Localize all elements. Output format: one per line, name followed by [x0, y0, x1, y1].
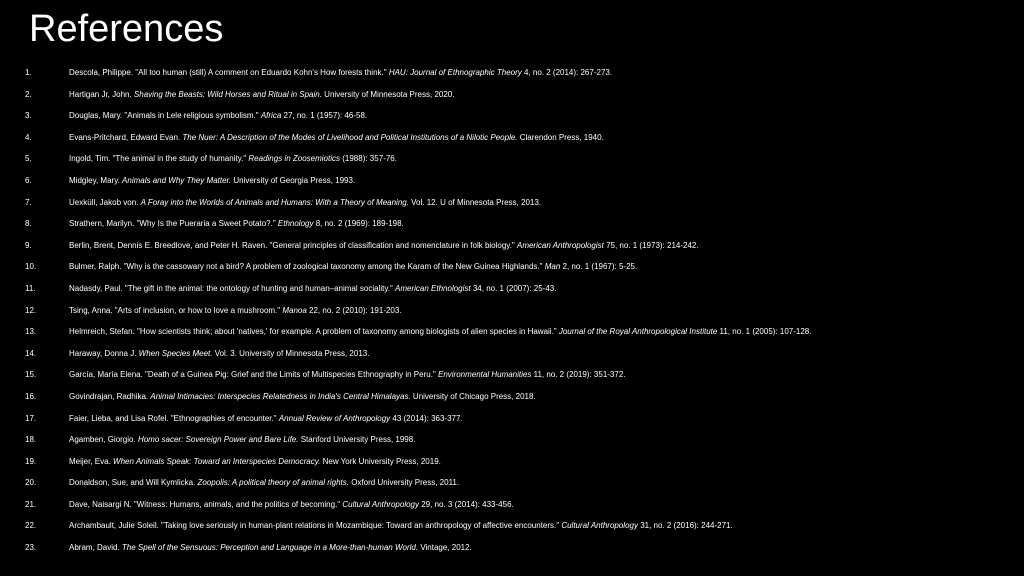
reference-citation	[69, 519, 1019, 533]
reference-number: 20.	[25, 478, 37, 488]
citation-italic-title: Journal of the Royal Anthropological Institute	[558, 327, 718, 337]
reference-item	[0, 498, 1024, 520]
citation-italic-title: HAU: Journal of Ethnographic Theory	[388, 68, 522, 77]
citation-text-before: Strathern, Marilyn. "Why Is the Pueraria a Sweet Potato?."	[69, 219, 278, 229]
citation-text-after: 11, no. 1 (2005): 107-128.	[717, 327, 812, 337]
citation-italic-title: Environmental Humanities	[437, 370, 532, 380]
reference-number: 23.	[25, 543, 37, 553]
citation-text-after: Vintage, 2012.	[418, 543, 472, 553]
citation-text-before: Evans-Pritchard, Edward Evan.	[69, 132, 183, 142]
reference-item	[0, 304, 1024, 326]
citation-text-after: 27, no. 1 (1957): 46-58.	[281, 111, 368, 121]
citation-italic-title: Animals and Why They Matter.	[122, 175, 232, 185]
reference-citation	[69, 347, 1019, 361]
reference-number: 21.	[25, 499, 37, 509]
citation-text-before: Midgley, Mary.	[69, 175, 123, 185]
reference-number: 15.	[25, 370, 37, 380]
reference-number: 3.	[25, 111, 32, 121]
citation-italic-title: American Anthropologist	[516, 240, 604, 250]
reference-item	[0, 196, 1024, 218]
reference-number: 4.	[25, 132, 32, 142]
citation-text-after: (1988): 357-76.	[340, 154, 397, 164]
reference-number: 1.	[25, 68, 32, 77]
reference-item	[0, 541, 1024, 563]
citation-italic-title: Ethnology	[277, 219, 314, 229]
citation-text-before: Meijer, Eva.	[69, 456, 114, 466]
reference-number: 22.	[25, 521, 37, 531]
reference-citation	[69, 239, 1019, 253]
reference-number: 11.	[25, 283, 36, 293]
citation-text-after: 75, no. 1 (1973): 214-242.	[603, 240, 699, 250]
citation-text-after: 11, no. 2 (2019): 351-372.	[531, 370, 626, 380]
reference-item	[0, 131, 1024, 153]
citation-text-before: Tsing, Anna. "Arts of inclusion, or how to love a mushroom."	[69, 305, 283, 315]
reference-number: 8.	[25, 219, 32, 229]
reference-number: 12.	[25, 305, 37, 315]
reference-item	[0, 455, 1024, 477]
citation-text-before: Ingold, Tim. "The animal in the study of humanity."	[69, 154, 249, 164]
reference-item	[0, 217, 1024, 239]
reference-citation	[69, 109, 1019, 123]
reference-number: 13.	[25, 327, 37, 337]
reference-item	[0, 109, 1024, 131]
citation-italic-title: Homo sacer: Sovereign Power and Bare Life.	[137, 435, 299, 445]
citation-text-after: University of Chicago Press, 2018.	[410, 391, 536, 401]
citation-text-after: Clarendon Press, 1940.	[517, 132, 604, 142]
reference-citation	[69, 498, 1019, 512]
reference-item	[0, 239, 1024, 261]
reference-citation	[69, 152, 1019, 166]
reference-citation	[69, 433, 1019, 447]
reference-number: 10.	[25, 262, 37, 272]
citation-text-before: Agamben, Giorgio.	[69, 435, 138, 445]
citation-text-after: 4, no. 2 (2014): 267-273.	[521, 68, 613, 77]
reference-item	[0, 433, 1024, 455]
reference-item	[0, 519, 1024, 541]
reference-item	[0, 66, 1024, 88]
citation-italic-title: The Spell of the Sensuous: Perception and Language in a More-than-human World.	[121, 543, 419, 553]
reference-number: 14.	[25, 348, 37, 358]
citation-text-after: Vol. 12. U of Minnesota Press, 2013.	[408, 197, 542, 207]
citation-text-before: Haraway, Donna J.	[69, 348, 139, 358]
citation-italic-title: Readings in Zoosemiotics	[248, 154, 341, 164]
citation-text-after: 22, no. 2 (2010): 191-203.	[306, 305, 402, 315]
reference-item	[0, 88, 1024, 110]
citation-text-before: Uexküll, Jakob von.	[69, 197, 141, 207]
reference-item	[0, 476, 1024, 498]
reference-number: 18.	[25, 435, 37, 445]
citation-italic-title: Zoopolis: A political theory of animal rights.	[197, 478, 349, 488]
reference-citation	[69, 476, 1019, 490]
citation-text-after: 2, no. 1 (1967): 5-25.	[560, 262, 638, 272]
citation-text-before: Helmreich, Stefan. "How scientists think; about 'natives,' for example. A problem of taxonomy among biologists of alien species in Hawaii."	[69, 327, 559, 337]
citation-italic-title: Cultural Anthropology	[561, 521, 638, 531]
citation-text-before: Dave, Naisargi N. "Witness: Humans, animals, and the politics of becoming."	[69, 499, 343, 509]
citation-italic-title: The Nuer: A Description of the Modes of Livelihood and Political Institutions of a Nilotic People.	[182, 132, 518, 142]
citation-text-after: New York University Press, 2019.	[320, 456, 441, 466]
citation-text-before: Faier, Lieba, and Lisa Rofel. "Ethnographies of encounter."	[69, 413, 279, 423]
citation-text-after: 31, no. 2 (2016): 244-271.	[637, 521, 733, 531]
citation-italic-title: Shaving the Beasts: Wild Horses and Ritual in Spain.	[133, 89, 322, 99]
citation-text-before: Archambault, Julie Soleil. "Taking love seriously in human-plant relations in Mozambique: Toward an anthropology of affective encounters."	[69, 521, 562, 531]
citation-text-before: Berlin, Brent, Dennis E. Breedlove, and Peter H. Raven. "General principles of classification and nomenclature in folk biology."	[69, 240, 517, 250]
reference-citation	[69, 217, 1019, 231]
citation-text-before: García, María Elena. "Death of a Guinea Pig: Grief and the Limits of Multispecies Ethnography in Peru."	[69, 370, 438, 380]
reference-citation	[69, 304, 1019, 318]
reference-citation	[69, 260, 1019, 274]
citation-text-after: University of Minnesota Press, 2020.	[321, 89, 455, 99]
citation-italic-title: American Ethnologist	[395, 283, 471, 293]
reference-item	[0, 152, 1024, 174]
citation-text-after: 29, no. 3 (2014): 433-456.	[419, 499, 514, 509]
citation-italic-title: Manoa	[282, 305, 307, 315]
citation-text-after: Oxford University Press, 2011.	[348, 478, 460, 488]
citation-text-after: 8, no. 2 (1969): 189-198.	[313, 219, 404, 229]
citation-italic-title: Africa	[260, 111, 282, 121]
citation-text-before: Nadasdy, Paul. "The gift in the animal: the ontology of hunting and human–animal sociality."	[69, 283, 396, 293]
citation-text-before: Descola, Philippe. "All too human (still) A comment on Eduardo Kohn's How forests think."	[69, 68, 389, 77]
reference-item	[0, 412, 1024, 434]
reference-number: 9.	[25, 240, 32, 250]
reference-number: 19.	[25, 456, 37, 466]
citation-italic-title: When Species Meet.	[138, 348, 213, 358]
citation-italic-title: When Animals Speak: Toward an Interspecies Democracy.	[113, 456, 321, 466]
reference-list	[0, 66, 1024, 563]
reference-citation	[69, 455, 1019, 469]
reference-citation	[69, 196, 1019, 210]
citation-italic-title: A Foray into the Worlds of Animals and Humans: With a Theory of Meaning.	[140, 197, 409, 207]
reference-citation	[69, 66, 1019, 80]
citation-text-before: Abram, David.	[69, 543, 122, 553]
reference-item	[0, 174, 1024, 196]
citation-italic-title: Animal Intimacies: Interspecies Relatedness in India's Central Himalayas.	[150, 391, 411, 401]
reference-item	[0, 282, 1024, 304]
citation-text-after: Vol. 3. University of Minnesota Press, 2013.	[212, 348, 370, 358]
citation-text-before: Douglas, Mary. "Animals in Lele religious symbolism."	[69, 111, 261, 121]
citation-text-before: Donaldson, Sue, and Will Kymlicka.	[69, 478, 198, 488]
reference-number: 2.	[25, 89, 32, 99]
citation-text-before: Bulmer, Ralph. "Why is the cassowary not a bird? A problem of zoological taxonomy among the Karam of the New Guinea Highlands."	[69, 262, 545, 272]
citation-italic-title: Annual Review of Anthropology	[278, 413, 391, 423]
reference-citation	[69, 325, 1019, 339]
reference-number: 7.	[25, 197, 32, 207]
citation-text-after: University of Georgia Press, 1993.	[231, 175, 356, 185]
citation-text-after: 34, no. 1 (2007): 25-43.	[470, 283, 557, 293]
citation-text-before: Govindrajan, Radhika.	[69, 391, 151, 401]
reference-number: 17.	[25, 413, 37, 423]
reference-item	[0, 260, 1024, 282]
reference-item	[0, 368, 1024, 390]
citation-italic-title: Man	[544, 262, 561, 272]
reference-number: 6.	[25, 175, 32, 185]
reference-citation	[69, 412, 1019, 426]
citation-italic-title: Cultural Anthropology	[342, 499, 419, 509]
reference-citation	[69, 282, 1019, 296]
citation-text-before: Hartigan Jr, John.	[69, 89, 134, 99]
citation-text-after: 43 (2014): 363-377.	[390, 413, 463, 423]
citation-text-after: Stanford University Press, 1998.	[298, 435, 416, 445]
reference-number: 5.	[25, 154, 32, 164]
reference-citation	[69, 368, 1019, 382]
reference-citation	[69, 174, 1019, 188]
slide-title: References	[29, 8, 224, 50]
reference-citation	[69, 88, 1019, 102]
reference-citation	[69, 390, 1019, 404]
reference-item	[0, 347, 1024, 369]
reference-citation	[69, 541, 1019, 555]
reference-item	[0, 390, 1024, 412]
reference-number: 16.	[25, 391, 37, 401]
reference-item	[0, 325, 1024, 347]
reference-citation	[69, 131, 1019, 145]
